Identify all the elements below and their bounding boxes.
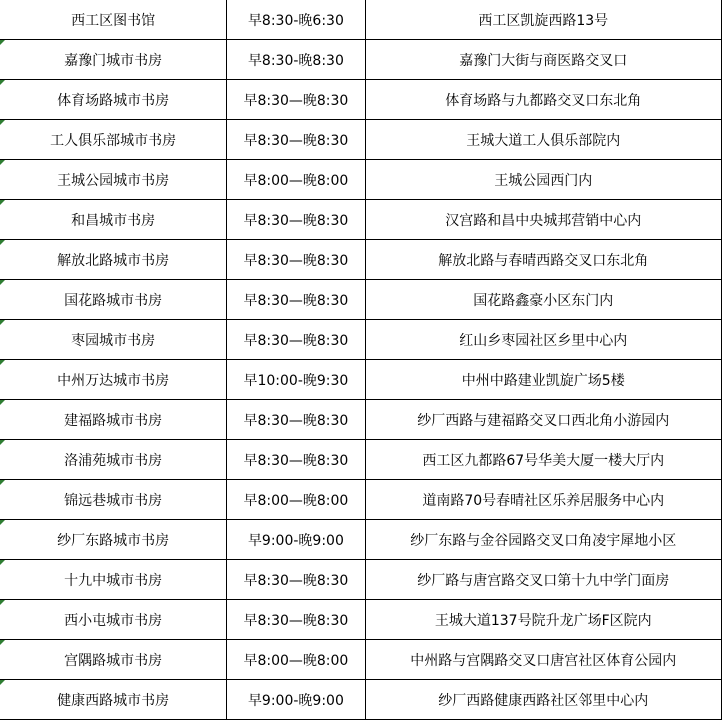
cell-library-name-text: 嘉豫门城市书房 — [64, 52, 163, 69]
cell-comment-marker — [0, 520, 5, 525]
cell-opening-hours-text: 早8:30—晚8:30 — [243, 252, 349, 269]
cell-address[interactable] — [365, 440, 722, 480]
cell-opening-hours[interactable] — [227, 400, 365, 440]
cell-address-text: 体育场路与九都路交叉口东北角 — [445, 92, 642, 109]
cell-address-text: 国花路鑫豪小区东门内 — [473, 292, 614, 309]
cell-comment-marker — [0, 560, 5, 565]
cell-opening-hours[interactable] — [227, 40, 365, 80]
cell-comment-marker — [0, 320, 5, 325]
cell-opening-hours[interactable] — [227, 360, 365, 400]
cell-library-name-text: 王城公园城市书房 — [57, 172, 170, 189]
cell-comment-marker — [0, 600, 5, 605]
cell-comment-marker — [0, 280, 5, 285]
cell-library-name[interactable] — [0, 80, 227, 120]
cell-library-name[interactable] — [0, 560, 227, 600]
cell-library-name-text: 工人俱乐部城市书房 — [50, 132, 177, 149]
cell-address-text: 解放北路与春晴西路交叉口东北角 — [438, 252, 649, 269]
cell-address-text: 嘉豫门大街与商医路交叉口 — [459, 52, 628, 69]
table-row — [0, 320, 722, 360]
cell-address[interactable] — [365, 40, 722, 80]
cell-opening-hours[interactable] — [227, 600, 365, 640]
cell-address[interactable] — [365, 0, 722, 40]
table-row — [0, 120, 722, 160]
cell-library-name[interactable] — [0, 600, 227, 640]
cell-address-text: 西工区九都路67号华美大厦一楼大厅内 — [422, 452, 665, 469]
table-row — [0, 640, 722, 680]
cell-opening-hours-text: 早8:30—晚8:30 — [243, 292, 349, 309]
cell-address-text: 王城大道工人俱乐部院内 — [466, 132, 621, 149]
table-row — [0, 200, 722, 240]
table-row — [0, 400, 722, 440]
cell-opening-hours[interactable] — [227, 640, 365, 680]
cell-address-text: 中州中路建业凯旋广场5楼 — [461, 372, 625, 389]
table-row — [0, 160, 722, 200]
cell-library-name[interactable] — [0, 680, 227, 720]
cell-address-text: 西工区凯旋西路13号 — [478, 12, 609, 29]
cell-library-name-text: 十九中城市书房 — [64, 572, 163, 589]
cell-comment-marker — [0, 400, 5, 405]
cell-opening-hours-text: 早9:00-晚9:00 — [247, 532, 344, 549]
cell-address[interactable] — [365, 280, 722, 320]
cell-address[interactable] — [365, 320, 722, 360]
cell-opening-hours-text: 早10:00-晚9:30 — [243, 372, 349, 389]
cell-address[interactable] — [365, 680, 722, 720]
cell-opening-hours-text: 早8:30—晚8:30 — [243, 412, 349, 429]
cell-opening-hours-text: 早8:30-晚6:30 — [247, 12, 344, 29]
cell-comment-marker — [0, 40, 5, 45]
cell-library-name-text: 健康西路城市书房 — [57, 692, 170, 709]
cell-library-name[interactable] — [0, 160, 227, 200]
cell-library-name-text: 洛浦苑城市书房 — [64, 452, 163, 469]
cell-opening-hours[interactable] — [227, 120, 365, 160]
cell-address-text: 中州路与宫隅路交叉口唐宫社区体育公园内 — [410, 652, 677, 669]
cell-opening-hours[interactable] — [227, 680, 365, 720]
cell-comment-marker — [0, 160, 5, 165]
cell-comment-marker — [0, 80, 5, 85]
cell-address[interactable] — [365, 520, 722, 560]
cell-opening-hours[interactable] — [227, 80, 365, 120]
cell-library-name-text: 枣园城市书房 — [71, 332, 156, 349]
table-row — [0, 280, 722, 320]
table-row — [0, 40, 722, 80]
cell-library-name-text: 国花路城市书房 — [64, 292, 163, 309]
cell-comment-marker — [0, 480, 5, 485]
cell-comment-marker — [0, 200, 5, 205]
cell-opening-hours-text: 早8:00—晚8:00 — [243, 492, 349, 509]
cell-address-text: 道南路70号春晴社区乐养居服务中心内 — [422, 492, 665, 509]
cell-opening-hours-text: 早9:00-晚9:00 — [247, 692, 344, 709]
cell-opening-hours[interactable] — [227, 0, 365, 40]
cell-address[interactable] — [365, 200, 722, 240]
cell-library-name[interactable] — [0, 400, 227, 440]
cell-address[interactable] — [365, 80, 722, 120]
table-row — [0, 520, 722, 560]
table-row — [0, 440, 722, 480]
cell-library-name[interactable] — [0, 40, 227, 80]
cell-library-name-text: 宫隅路城市书房 — [64, 652, 163, 669]
cell-address-text: 汉宫路和昌中央城邦营销中心内 — [445, 212, 642, 229]
cell-library-name-text: 西工区图书馆 — [71, 12, 156, 29]
table-row — [0, 600, 722, 640]
cell-opening-hours-text: 早8:30—晚8:30 — [243, 572, 349, 589]
cell-address[interactable] — [365, 160, 722, 200]
cell-opening-hours[interactable] — [227, 280, 365, 320]
cell-opening-hours[interactable] — [227, 240, 365, 280]
cell-library-name-text: 纱厂东路城市书房 — [57, 532, 170, 549]
cell-comment-marker — [0, 240, 5, 245]
cell-comment-marker — [0, 640, 5, 645]
cell-library-name-text: 解放北路城市书房 — [57, 252, 170, 269]
cell-opening-hours-text: 早8:30—晚8:30 — [243, 332, 349, 349]
table-row — [0, 80, 722, 120]
table-row — [0, 480, 722, 520]
cell-library-name[interactable] — [0, 280, 227, 320]
cell-opening-hours-text: 早8:30—晚8:30 — [243, 452, 349, 469]
cell-library-name-text: 体育场路城市书房 — [57, 92, 170, 109]
cell-address-text: 王城大道137号院升龙广场F区院内 — [434, 612, 652, 629]
cell-opening-hours-text: 早8:30—晚8:30 — [243, 212, 349, 229]
cell-library-name[interactable] — [0, 640, 227, 680]
cell-comment-marker — [0, 680, 5, 685]
cell-address[interactable] — [365, 120, 722, 160]
cell-library-name-text: 和昌城市书房 — [71, 212, 156, 229]
cell-library-name[interactable] — [0, 480, 227, 520]
cell-address-text: 纱厂西路与建福路交叉口西北角小游园内 — [417, 412, 670, 429]
cell-opening-hours-text: 早8:30—晚8:30 — [243, 612, 349, 629]
cell-library-name-text: 建福路城市书房 — [64, 412, 163, 429]
cell-address-text: 纱厂西路健康西路社区邻里中心内 — [438, 692, 649, 709]
cell-address-text: 王城公园西门内 — [494, 172, 593, 189]
cell-opening-hours[interactable] — [227, 520, 365, 560]
table-row — [0, 240, 722, 280]
cell-library-name-text: 西小屯城市书房 — [64, 612, 163, 629]
cell-address[interactable] — [365, 600, 722, 640]
cell-library-name[interactable] — [0, 360, 227, 400]
table-row — [0, 360, 722, 400]
cell-opening-hours[interactable] — [227, 160, 365, 200]
cell-address[interactable] — [365, 640, 722, 680]
cell-opening-hours[interactable] — [227, 480, 365, 520]
cell-opening-hours[interactable] — [227, 320, 365, 360]
cell-comment-marker — [0, 120, 5, 125]
cell-address[interactable] — [365, 480, 722, 520]
cell-library-name-text: 中州万达城市书房 — [57, 372, 170, 389]
table-row — [0, 560, 722, 600]
table-row — [0, 0, 722, 40]
cell-address[interactable] — [365, 560, 722, 600]
cell-address[interactable] — [365, 360, 722, 400]
cell-library-name[interactable] — [0, 520, 227, 560]
cell-comment-marker — [0, 440, 5, 445]
cell-opening-hours-text: 早8:30-晚8:30 — [247, 52, 344, 69]
cell-opening-hours[interactable] — [227, 560, 365, 600]
cell-opening-hours-text: 早8:00—晚8:00 — [243, 172, 349, 189]
cell-comment-marker — [0, 360, 5, 365]
cell-library-name[interactable] — [0, 240, 227, 280]
cell-library-name[interactable] — [0, 0, 227, 40]
cell-opening-hours[interactable] — [227, 200, 365, 240]
cell-opening-hours-text: 早8:00—晚8:00 — [243, 652, 349, 669]
cell-opening-hours[interactable] — [227, 440, 365, 480]
cell-library-name[interactable] — [0, 320, 227, 360]
cell-library-name-text: 锦远巷城市书房 — [64, 492, 163, 509]
cell-library-name[interactable] — [0, 440, 227, 480]
cell-address-text: 红山乡枣园社区乡里中心内 — [459, 332, 628, 349]
table-row — [0, 680, 722, 720]
cell-address-text: 纱厂东路与金谷园路交叉口角凌宇犀地小区 — [410, 532, 677, 549]
cell-address-text: 纱厂路与唐宫路交叉口第十九中学门面房 — [417, 572, 670, 589]
cell-library-name[interactable] — [0, 120, 227, 160]
cell-address[interactable] — [365, 240, 722, 280]
cell-opening-hours-text: 早8:30—晚8:30 — [243, 132, 349, 149]
cell-address[interactable] — [365, 400, 722, 440]
cell-library-name[interactable] — [0, 200, 227, 240]
cell-opening-hours-text: 早8:30—晚8:30 — [243, 92, 349, 109]
